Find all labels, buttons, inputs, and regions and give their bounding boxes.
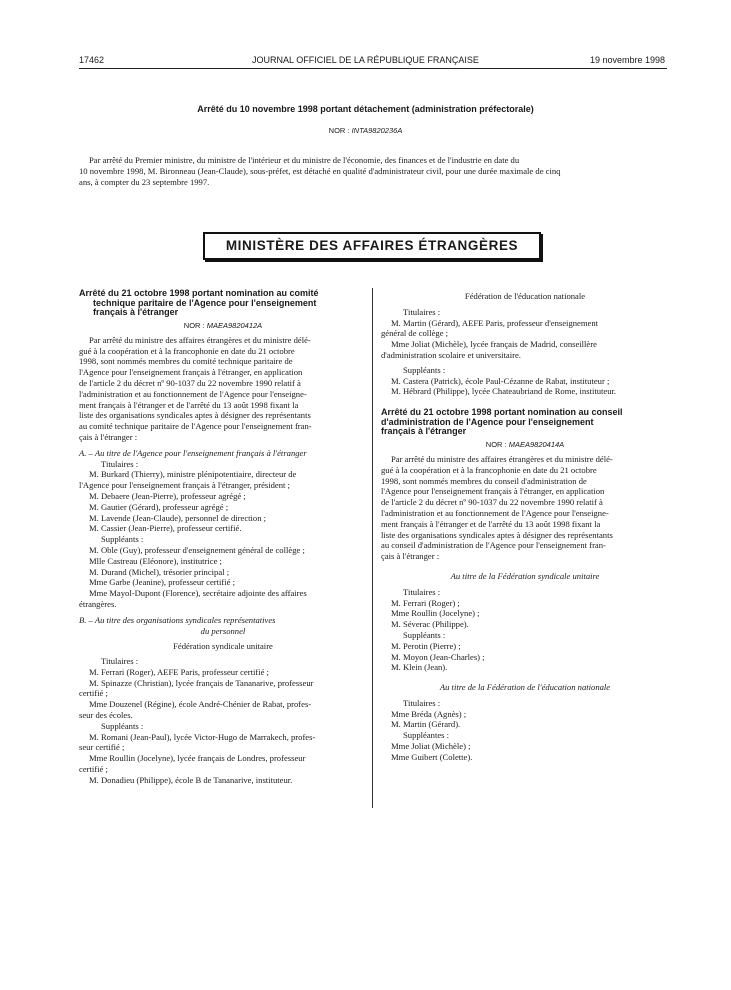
intro-line: gué à la coopération et à la francophonie en date du 21 octobre [79, 345, 295, 356]
member-line: certifié ; [79, 764, 108, 775]
page-number: 17462 [79, 55, 105, 65]
intro-line: çais à l'étranger : [79, 431, 138, 442]
intro-line: Par arrêté du ministre des affaires étrangères et du ministre délé- [391, 453, 613, 464]
intro-line: l'Agence pour l'enseignement français à l'étranger, en application [79, 367, 303, 378]
section-b-heading-cont: du personnel [200, 625, 246, 636]
member-line: seur certifié ; [79, 742, 125, 753]
section-b-heading: B. – Au titre des organisations syndicales représentatives [79, 614, 276, 625]
top-arrete-nor [0, 126, 731, 135]
federation-heading: Fédération de l'éducation nationale [464, 291, 586, 301]
member-line: Mme Joliat (Michèle) ; [391, 741, 471, 752]
intro-line: 1998, sont nommés membres du comité technique paritaire de [79, 356, 293, 367]
header-rule [79, 68, 667, 69]
member-line: M. Debaere (Jean-Pierre), professeur agrégé ; [89, 490, 246, 501]
intro-line: 1998, sont nommés membres du conseil d'administration de [381, 475, 587, 486]
intro-line: de l'article 2 du décret nº 90-1037 du 22 novembre 1990 relatif à [79, 377, 301, 388]
column-divider [372, 288, 373, 808]
member-line: M. Romani (Jean-Paul), lycée Victor-Hugo de Marrakech, profes- [89, 731, 316, 742]
member-line: M. Donadieu (Philippe), école B de Tananarive, instituteur. [89, 774, 293, 785]
suppleantes-label: Suppléantes : [403, 730, 450, 741]
nor-label: NOR : [183, 320, 205, 330]
fsu-heading: Au titre de la Fédération syndicale unitaire [450, 570, 600, 581]
fen2-heading: Au titre de la Fédération de l'éducation nationale [439, 682, 611, 693]
top-arrete-body [79, 155, 667, 187]
title-line: français à l'étranger [381, 426, 467, 437]
titulaires-label: Titulaires : [403, 586, 441, 597]
member-line: Mme Douzenel (Régine), école André-Chénier de Rabat, profes- [89, 699, 312, 710]
member-line: Mme Roullin (Jocelyne), lycée français de Londres, professeur [89, 753, 306, 764]
suppleants-label: Suppléants : [403, 364, 446, 375]
member-line: M. Hébrard (Philippe), lycée Chateaubriand de Rome, instituteur. [391, 386, 617, 397]
member-line: Mlle Castreau (Eléonore), institutrice ; [89, 555, 222, 566]
intro-line: l'administration et au fonctionnement de l'Agence pour l'enseigne- [381, 507, 609, 518]
member-line: certifié ; [79, 688, 108, 699]
titulaires-label: Titulaires : [101, 458, 139, 469]
titulaires-label: Titulaires : [101, 656, 139, 667]
member-line: M. Séverac (Philippe). [391, 619, 469, 630]
member-line: étrangères. [79, 598, 117, 609]
member-line: seur des écoles. [79, 710, 133, 721]
nor-label: NOR : [328, 126, 350, 135]
member-line: M. Cassier (Jean-Pierre), professeur certifié. [89, 523, 242, 534]
section-a-heading: A. – Au titre de l'Agence pour l'enseignement français à l'étranger [79, 447, 307, 458]
intro-line: çais à l'étranger : [381, 551, 440, 562]
member-line: M. Klein (Jean). [391, 662, 448, 673]
member-line: M. Gautier (Gérard), professeur agrégé ; [89, 501, 229, 512]
right-intro [381, 454, 669, 562]
nor-code: MAEA9820412A [206, 320, 263, 330]
member-line: Mme Guibert (Colette). [391, 751, 473, 762]
intro-line: Par arrêté du ministre des affaires étrangères et du ministre délé- [89, 334, 311, 345]
titulaires-label: Titulaires : [403, 697, 441, 708]
title-line: Arrêté du 21 octobre 1998 portant nomination au comité [79, 288, 319, 298]
intro-line: ment français à l'étranger et de l'arrêté du 13 août 1998 fixant la [79, 399, 299, 410]
member-line: M. Oble (Guy), professeur d'enseignement général de collège ; [89, 544, 305, 555]
intro-line: ment français à l'étranger et de l'arrêté du 13 août 1998 fixant la [381, 518, 601, 529]
intro-line: au comité technique paritaire de l'Agence pour l'enseignement fran- [79, 421, 312, 432]
nor-code: MAEA9820414A [508, 439, 565, 449]
member-line: M. Castera (Patrick), école Paul-Cézanne de Rabat, instituteur ; [391, 375, 610, 386]
right-arrete-nor [381, 440, 669, 449]
intro-line: au conseil d'administration de l'Agence pour l'enseignement fran- [381, 540, 606, 551]
ministry-banner: MINISTÈRE DES AFFAIRES ÉTRANGÈRES [203, 232, 541, 260]
suppleants-label: Suppléants : [101, 534, 144, 545]
member-line: M. Lavende (Jean-Claude), personnel de direction ; [89, 512, 267, 523]
top-arrete-title: Arrêté du 10 novembre 1998 portant détachement (administration préfectorale) [197, 104, 534, 114]
right-arrete-title [381, 408, 669, 437]
member-line: M. Ferrari (Roger), AEFE Paris, professeur certifié ; [89, 666, 269, 677]
intro-line: liste des organisations syndicales aptes à désigner des représentants [79, 410, 311, 421]
intro-line: de l'article 2 du décret nº 90-1037 du 22 novembre 1990 relatif à [381, 497, 603, 508]
member-line: Mme Bréda (Agnès) ; [391, 708, 467, 719]
title-line: technique paritaire de l'Agence pour l'enseignement [93, 297, 317, 308]
right-column [381, 291, 669, 763]
member-line: M. Durand (Michel), trésorier principal ; [89, 566, 230, 577]
body-line: 10 novembre 1998, M. Bironneau (Jean-Claude), sous-préfet, est détaché en qualité d'administrateur civil, pour une durée maximale de cinq [79, 165, 561, 176]
nor-code: INTA9820236A [351, 126, 403, 135]
member-line: M. Ferrari (Roger) ; [391, 597, 460, 608]
member-line: M. Martin (Gérard). [391, 719, 461, 730]
suppleants-label: Suppléants : [403, 629, 446, 640]
intro-line: gué à la coopération et à la francophonie en date du 21 octobre [381, 464, 597, 475]
federation-heading: Fédération syndicale unitaire [173, 641, 273, 652]
header-date: 19 novembre 1998 [589, 55, 665, 65]
member-line: Mme Mayol-Dupont (Florence), secrétaire adjointe des affaires [89, 588, 307, 599]
intro-line: l'administration et au fonctionnement de l'Agence pour l'enseigne- [79, 388, 307, 399]
title-line: Arrêté du 21 octobre 1998 portant nomination au conseil [381, 407, 623, 418]
title-line: d'administration de l'Agence pour l'enseignement [381, 416, 594, 427]
titulaires-label: Titulaires : [403, 306, 441, 317]
title-line: français à l'étranger [93, 307, 179, 318]
journal-title: JOURNAL OFFICIEL DE LA RÉPUBLIQUE FRANÇAISE [252, 55, 479, 65]
left-arrete-title [79, 289, 367, 318]
body-line: Par arrêté du Premier ministre, du ministre de l'intérieur et du ministre de l'économie, des finances et de l'industrie en date du [89, 155, 520, 165]
body-line: ans, à compter du 23 septembre 1997. [79, 176, 210, 187]
member-line: M. Spinazze (Christian), lycée français de Tananarive, professeur [89, 677, 314, 688]
member-line: Mme Roullin (Jocelyne) ; [391, 608, 480, 619]
member-line: l'Agence pour l'enseignement français à l'étranger, président ; [79, 480, 290, 491]
suppleants-label: Suppléants : [101, 720, 144, 731]
member-line: M. Martin (Gérard), AEFE Paris, professeur d'enseignement [391, 317, 599, 328]
member-line: M. Moyon (Jean-Charles) ; [391, 651, 485, 662]
member-line: Mme Garbe (Jeanine), professeur certifié ; [89, 577, 236, 588]
left-column [79, 289, 367, 786]
member-line: M. Burkard (Thierry), ministre plénipotentiaire, directeur de [89, 469, 297, 480]
member-line: Mme Joliat (Michèle), lycée français de Madrid, conseillère [391, 339, 597, 350]
member-line: d'administration scolaire et universitaire. [381, 349, 521, 360]
nor-label: NOR : [485, 439, 507, 449]
member-line: M. Perotin (Pierre) ; [391, 640, 461, 651]
left-arrete-nor [79, 321, 367, 330]
intro-line: l'Agence pour l'enseignement français à l'étranger, en application [381, 486, 605, 497]
intro-line: liste des organisations syndicales aptes à désigner des représentants [381, 529, 613, 540]
left-intro [79, 335, 367, 443]
member-line: général de collège ; [381, 328, 449, 339]
